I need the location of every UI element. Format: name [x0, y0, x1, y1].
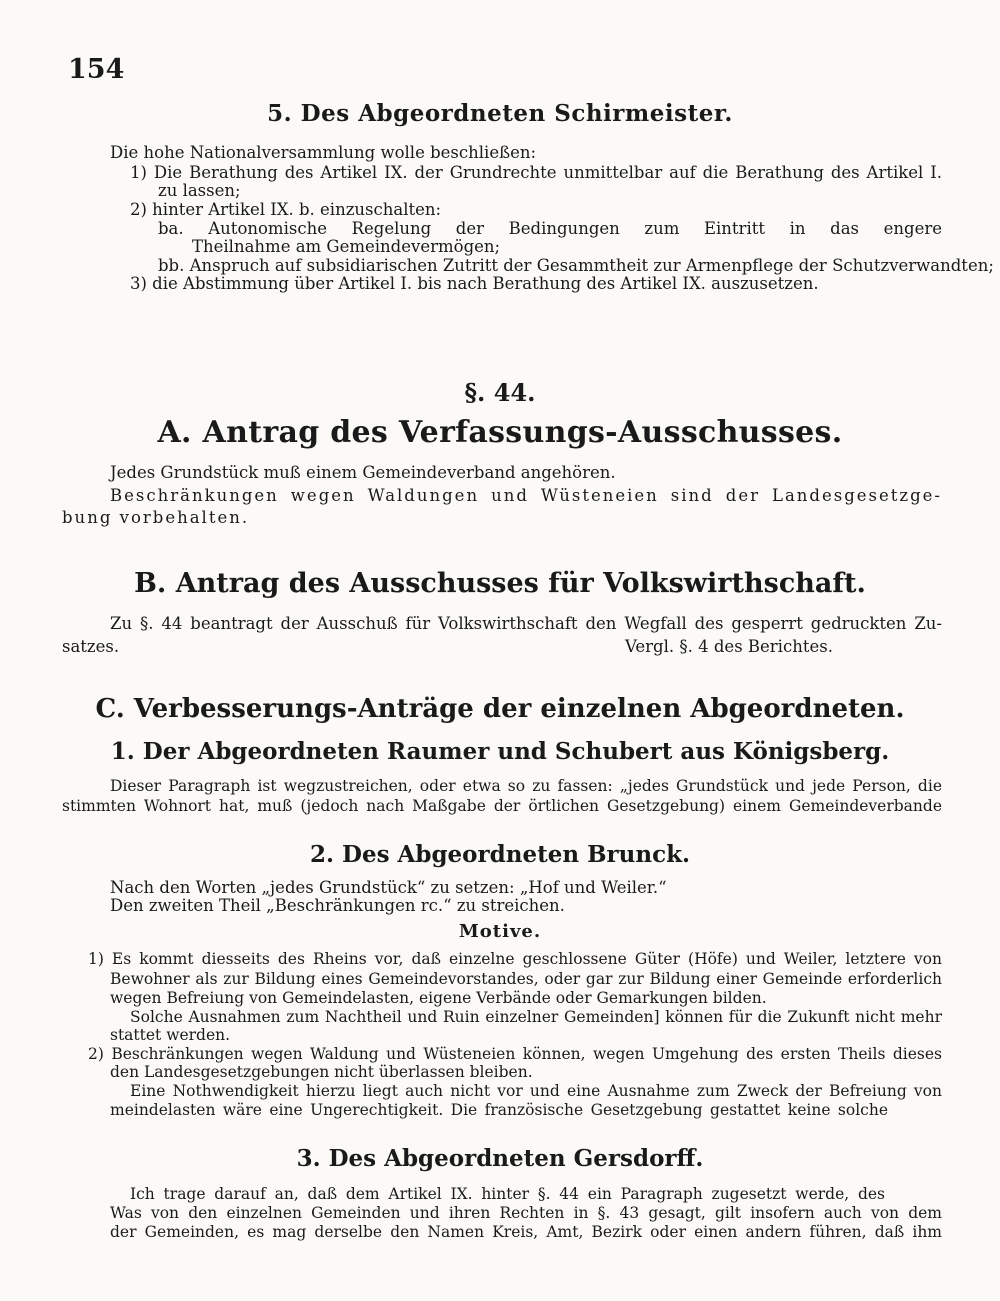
heading-a: A. Antrag des Verfassungs-Ausschusses. — [157, 415, 843, 450]
text-line: wegen Befreiung von Gemeindelasten, eigene Verbände oder Gemarkungen bilden. — [110, 989, 767, 1007]
subheading-c2: 2. Des Abgeordneten Brunck. — [309, 841, 691, 868]
text-line: stimmten Wohnort hat, muß (jedoch nach Maßgabe der örtlichen Gesetzgebung) einem Gemeindeverbande — [62, 797, 942, 815]
text-line: Eine Nothwendigkeit hierzu liegt auch nicht vor und eine Ausnahme zum Zweck der Befreiung von — [130, 1082, 942, 1100]
section-heading: 5. Des Abgeordneten Schirmeister. — [267, 100, 733, 127]
text-line: Vergl. §. 4 des Berichtes. — [625, 637, 833, 656]
text-line: Dieser Paragraph ist wegzustreichen, oder etwa so zu fassen: „jedes Grundstück und jede Person, die — [110, 777, 942, 795]
text-line: Was von den einzelnen Gemeinden und ihren Rechten in §. 43 gesagt, gilt insofern auch von dem — [110, 1204, 942, 1222]
text-line: 3) die Abstimmung über Artikel I. bis nach Berathung des Artikel IX. auszusetzen. — [130, 274, 819, 293]
motive-heading: Motive. — [458, 921, 542, 942]
text-line: den Landesgesetzgebungen nicht überlassen bleiben. — [110, 1063, 533, 1081]
text-line: Solche Ausnahmen zum Nachtheil und Ruin einzelner Gemeinden] können für die Zukunft nicht mehr — [130, 1008, 942, 1026]
text-line: bb. Anspruch auf subsidiarischen Zutritt der Gesammtheit zur Armenpflege der Schutzverwandten; — [158, 256, 994, 275]
subheading-c1: 1. Der Abgeordneten Raumer und Schubert aus Königsberg. — [110, 738, 890, 765]
text-line: Jedes Grundstück muß einem Gemeindeverband angehören. — [110, 463, 616, 482]
text-line: 2) Beschränkungen wegen Waldung und Wüsteneien können, wegen Umgehung des ersten Theils dieses — [88, 1045, 942, 1063]
text-line: Die hohe Nationalversammlung wolle beschließen: — [110, 143, 537, 162]
text-line: Nach den Worten „jedes Grundstück“ zu setzen: „Hof und Weiler.“ — [110, 878, 667, 897]
text-line: satzes. — [62, 637, 120, 656]
text-line: Beschränkungen wegen Waldungen und Wüsteneien sind der Landesgesetzge- — [110, 486, 942, 505]
heading-c: C. Verbesserungs-Anträge der einzelnen Abgeordneten. — [95, 694, 905, 724]
text-line: Theilnahme am Gemeindevermögen; — [192, 237, 501, 256]
paragraph-number: §. 44. — [464, 378, 536, 407]
page-number: 154 — [68, 54, 125, 85]
subheading-c3: 3. Des Abgeordneten Gersdorff. — [296, 1145, 704, 1172]
text-line: bung vorbehalten. — [62, 508, 250, 527]
text-line: Zu §. 44 beantragt der Ausschuß für Volkswirthschaft den Wegfall des gesperrt gedruckten Zu- — [110, 614, 942, 633]
text-line: ba. Autonomische Regelung der Bedingungen zum Eintritt in das engere — [158, 219, 942, 238]
text-line: meindelasten wäre eine Ungerechtigkeit. Die französische Gesetzgebung gestattet keine solche — [110, 1101, 888, 1119]
text-line: 1) Es kommt diesseits des Rheins vor, daß einzelne geschlossene Güter (Höfe) und Weiler, letztere von — [88, 950, 942, 968]
text-line: zu lassen; — [158, 181, 241, 200]
text-line: der Gemeinden, es mag derselbe den Namen Kreis, Amt, Bezirk oder einen andern führen, daß ihm — [110, 1223, 942, 1241]
text-line: stattet werden. — [110, 1026, 231, 1044]
text-line: 2) hinter Artikel IX. b. einzuschalten: — [130, 200, 442, 219]
text-line: Ich trage darauf an, daß dem Artikel IX. hinter §. 44 ein Paragraph zugesetzt werde, des — [130, 1185, 885, 1203]
text-line: Den zweiten Theil „Beschränkungen rc.“ zu streichen. — [110, 896, 565, 915]
heading-b: B. Antrag des Ausschusses für Volkswirthschaft. — [134, 568, 866, 599]
text-line: Bewohner als zur Bildung eines Gemeindevorstandes, oder gar zur Bildung einer Gemeinde erforderlich — [110, 970, 942, 988]
text-line: 1) Die Berathung des Artikel IX. der Grundrechte unmittelbar auf die Berathung des Artikel I. — [130, 163, 942, 182]
